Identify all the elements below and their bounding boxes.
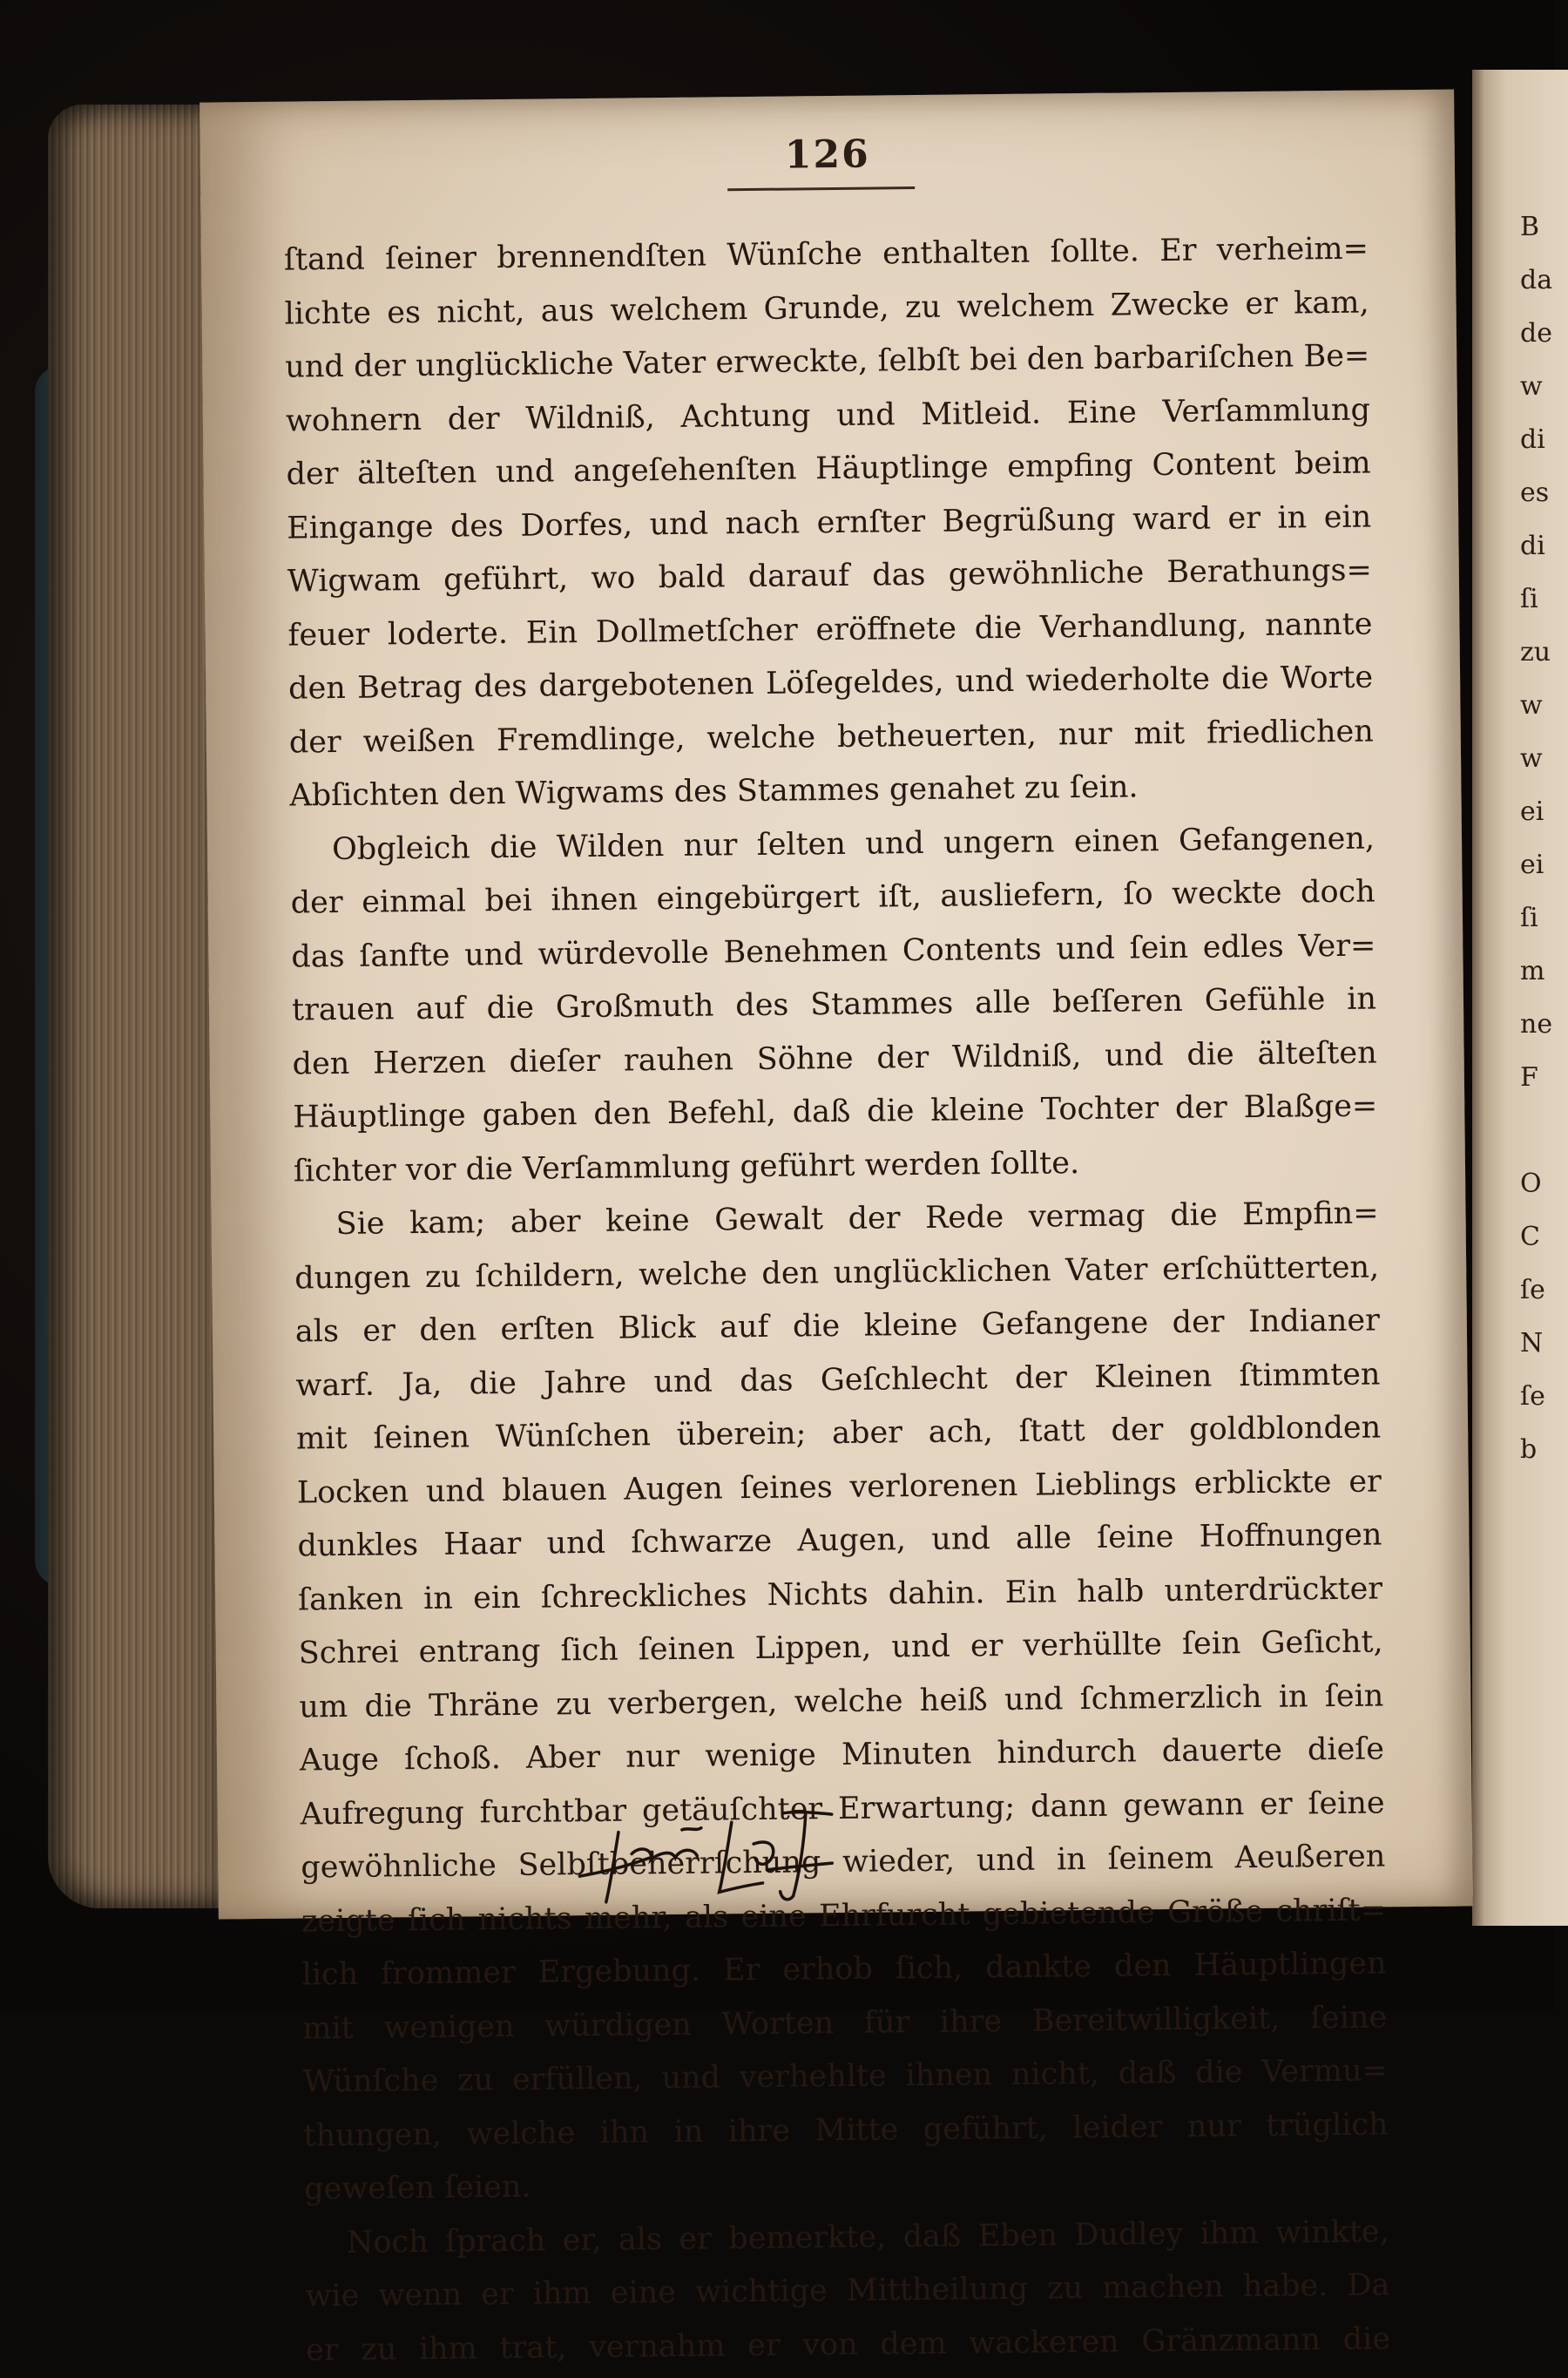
text-line: Obgleich die Wilden nur ſelten und ungern einen Gefangenen, [331,821,1375,867]
text-line: geweſen ſeien. [303,2169,531,2207]
text-line: das ſanfte und würdevolle Benehmen Contents und ſein edles Ver= [291,928,1376,975]
page-number: 126 [784,132,870,178]
text-line: dungen zu ſchildern, welche den unglücklichen Vater erſchütterten, [294,1249,1380,1297]
text-line: um die Thräne zu verbergen, welche heiß und ſchmerzlich in ſein [299,1677,1384,1724]
page-number-rule [727,186,915,191]
text-line: Locken und blauen Augen ſeines verlorenen Lieblings erblickte er [296,1463,1382,1511]
text-line: Häuptlinge gaben den Befehl, daß die kleine Tochter der Blaßge= [293,1088,1378,1135]
text-line: warf. Ja, die Jahre und das Geſchlecht der Kleinen ſtimmten [295,1356,1381,1404]
text-line: zeigte ſich nichts mehr, als eine Ehrfurcht gebietende Größe chriſt= [301,1892,1387,1939]
body-text [284,223,1391,2378]
text-line: Sie kam; aber keine Gewalt der Rede vermag die Empfin= [335,1196,1379,1243]
text-line: gewöhnliche Selbſtbeherrſchung wieder, und in ſeinem Aeußeren [301,1839,1386,1886]
text-line: den Betrag des dargebotenen Löſegeldes, und wiederholte die Worte [287,660,1374,707]
text-line: thungen, welche ihn in ihre Mitte geführt, leider nur trüglich [303,2106,1389,2153]
text-line: wie wenn er ihm eine wichtige Mittheilung zu machen habe. Da [305,2267,1390,2314]
text-line: Wünſche zu erfüllen, und verhehlte ihnen nicht, daß die Vermu= [302,2053,1389,2100]
text-line: der einmal bei ihnen eingebürgert iſt, ausliefern, ſo weckte doch [290,874,1375,921]
text-line: Auge ſchoß. Aber nur wenige Minuten hindurch dauerte dieſe [299,1731,1385,1778]
text-line: Abſichten den Wigwams des Stammes genahet zu ſein. [289,769,1139,814]
text-line: mit wenigen würdigen Worten für ihre Bereitwilligkeit, ſeine [302,1999,1388,2046]
text-line: Aufregung furchtbar getäuſchter Erwartung; dann gewann er ſeine [300,1785,1385,1832]
next-page-text: B da de w di es di ſi zu w w ei ei ſi m ne F O C ſe N ſe b [1520,212,1553,1465]
text-line: der weißen Fremdlinge, welche betheuerten, nur mit friedlichen [288,714,1374,761]
text-line: er zu ihm trat, vernahm er von dem wackeren Gränzmann die [305,2320,1391,2368]
text-line: Noch ſprach er, als er bemerkte, daß Eben Dudley ihm winkte, [346,2213,1389,2260]
handwritten-signature [571,1803,902,1911]
text-line: Eingange des Dorfes, und nach ernſter Begrüßung ward er in ein [287,499,1372,546]
text-line: den Herzen dieſer rauhen Söhne der Wildniß, und die älteſten [292,1035,1377,1082]
text-line: wohnern der Wildniß, Achtung und Mitleid. Eine Verſammlung [285,392,1371,439]
text-line: der älteſten und angeſehenſten Häuptlinge empfing Content beim [286,445,1371,492]
text-line: ſanken in ein ſchreckliches Nichts dahin. Ein halb unterdrückter [297,1570,1383,1618]
book-page [199,90,1473,2368]
text-line: lichte es nicht, aus welchem Grunde, zu welchem Zwecke er kam, [284,285,1369,332]
text-line: lich frommer Ergebung. Er erhob ſich, dankte den Häuptlingen [301,1946,1387,1993]
text-line: feuer loderte. Ein Dollmetſcher eröffnete die Verhandlung, nannte [287,606,1373,654]
text-line: trauen auf die Großmuth des Stammes alle beſſeren Gefühle in [291,981,1377,1028]
text-line: Wigwam geführt, wo bald darauf das gewöhnliche Berathungs= [287,552,1373,600]
text-line: als er den erſten Blick auf die kleine Gefangene der Indianer [294,1303,1381,1350]
text-line: ſichter vor die Verſammlung geführt werden ſollte. [293,1145,1080,1189]
text-line: Schrei entrang ſich ſeinen Lippen, und er verhüllte ſein Geſicht, [298,1624,1383,1671]
text-line: mit ſeinen Wünſchen überein; aber ach, ſtatt der goldblonden [295,1410,1382,1457]
text-line: ſtand ſeiner brennendſten Wünſche enthalten ſollte. Er verheim= [283,231,1369,278]
text-line: und der unglückliche Vater erweckte, ſelbſt bei den barbariſchen Be= [285,338,1370,385]
text-line: dunkles Haar und ſchwarze Augen, und alle ſeine Hoffnungen [297,1517,1382,1564]
